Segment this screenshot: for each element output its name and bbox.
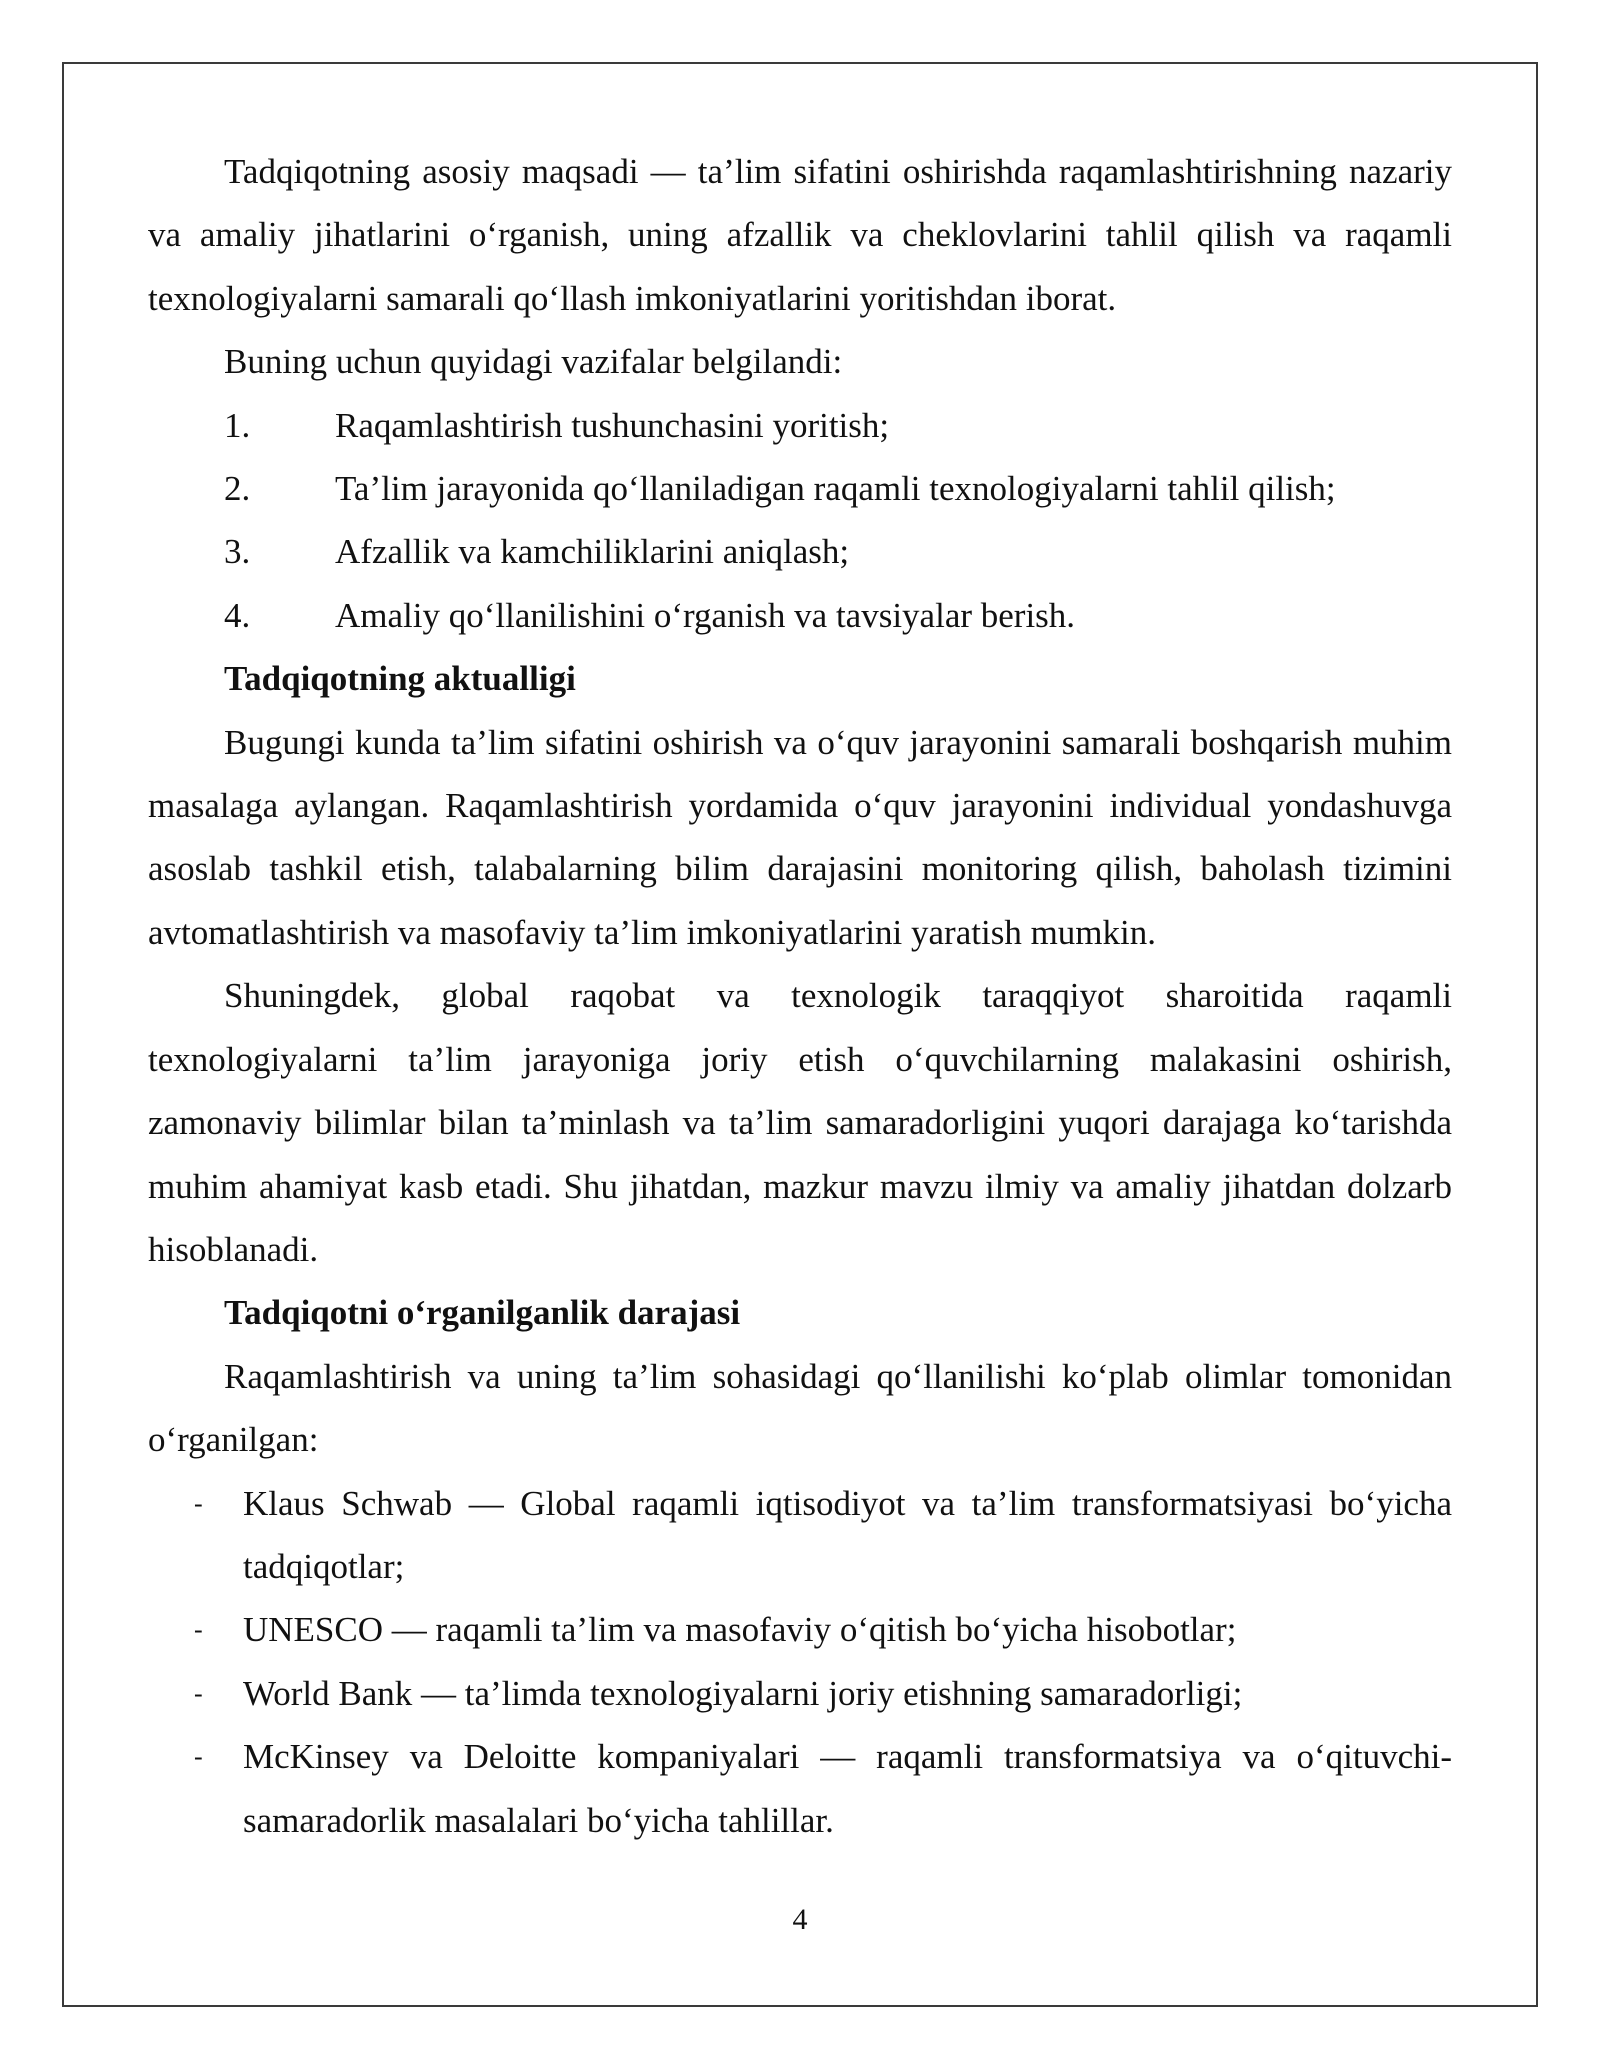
heading-relevance: Tadqiqotning aktualligi: [224, 659, 576, 699]
paragraph-tasks-intro: Buning uchun quyidagi vazifalar belgilandi:: [224, 342, 843, 382]
task-text: Amaliy qo‘llanilishini o‘rganish va tavsiyalar berish.: [335, 595, 1076, 635]
task-text: Afzallik va kamchiliklarini aniqlash;: [335, 532, 850, 572]
list-item-text: World Bank — ta’limda texnologiyalarni joriy etishning samaradorligi;: [243, 1673, 1243, 1713]
paragraph-relevance-1: Bugungi kunda ta’lim sifatini oshirish va o‘quv jarayonini samarali boshqarish muhim masalaga aylangan. Raqamlashtirish yordamida o‘quv jarayonini individual yondashuvga asoslab tashkil etish, talabalarning bilim darajasini monitoring qilish, baholash tizimini avtomatlashtirish va masofaviy ta’lim imkoniyatlarini yaratish mumkin.: [148, 722, 1452, 952]
task-item: [148, 584, 1452, 647]
researcher-list: [148, 1472, 1452, 1852]
list-item: [148, 1725, 1452, 1852]
paragraph-studied-intro: Raqamlashtirish va uning ta’lim sohasidagi qo‘llanilishi ko‘plab olimlar tomonidan o‘rganilgan:: [148, 1356, 1452, 1460]
list-item: [148, 1472, 1452, 1599]
bullet-dash: -: [194, 1742, 203, 1772]
bullet-dash: -: [194, 1615, 203, 1645]
paragraph-goal: Tadqiqotning asosiy maqsadi — ta’lim sifatini oshirishda raqamlashtirishning nazariy va amaliy jihatlarini o‘rganish, uning afzallik va cheklovlarini tahlil qilish va raqamli texnologiyalarni samarali qo‘llash imkoniyatlarini yoritishdan iborat.: [148, 152, 1452, 318]
task-number: 4.: [224, 595, 251, 635]
task-number: 2.: [224, 469, 251, 509]
task-text: Raqamlashtirish tushunchasini yoritish;: [335, 405, 890, 445]
task-item: [148, 520, 1452, 583]
task-item: [148, 457, 1452, 520]
list-item-text: McKinsey va Deloitte kompaniyalari — raqamli transformatsiya va o‘qituvchi-samaradorlik masalalari bo‘yicha tahlillar.: [243, 1737, 1452, 1840]
task-text: Ta’lim jarayonida qo‘llaniladigan raqamli texnologiyalarni tahlil qilish;: [335, 469, 1336, 509]
task-item: [148, 394, 1452, 457]
page-number: 4: [792, 1903, 808, 1936]
list-item: [148, 1598, 1452, 1661]
task-number: 1.: [224, 405, 251, 445]
task-number: 3.: [224, 532, 251, 572]
task-list: [148, 394, 1452, 648]
document-body: [148, 140, 1452, 1852]
heading-studied: Tadqiqotni o‘rganilganlik darajasi: [224, 1293, 741, 1333]
bullet-dash: -: [194, 1488, 203, 1518]
paragraph-relevance-2: Shuningdek, global raqobat va texnologik taraqqiyot sharoitida raqamli texnologiyalarni ta’lim jarayoniga joriy etish o‘quvchilarning malakasini oshirish, zamonaviy bilimlar bilan ta’minlash va ta’lim samaradorligini yuqori darajaga ko‘tarishda muhim ahamiyat kasb etadi. Shu jihatdan, mazkur mavzu ilmiy va amaliy jihatdan dolzarb hisoblanadi.: [148, 976, 1452, 1269]
list-item: [148, 1662, 1452, 1725]
list-item-text: UNESCO — raqamli ta’lim va masofaviy o‘qitish bo‘yicha hisobotlar;: [243, 1610, 1237, 1650]
list-item-text: Klaus Schwab — Global raqamli iqtisodiyot va ta’lim transformatsiyasi bo‘yicha tadqiqotlar;: [243, 1483, 1452, 1586]
bullet-dash: -: [194, 1678, 203, 1708]
